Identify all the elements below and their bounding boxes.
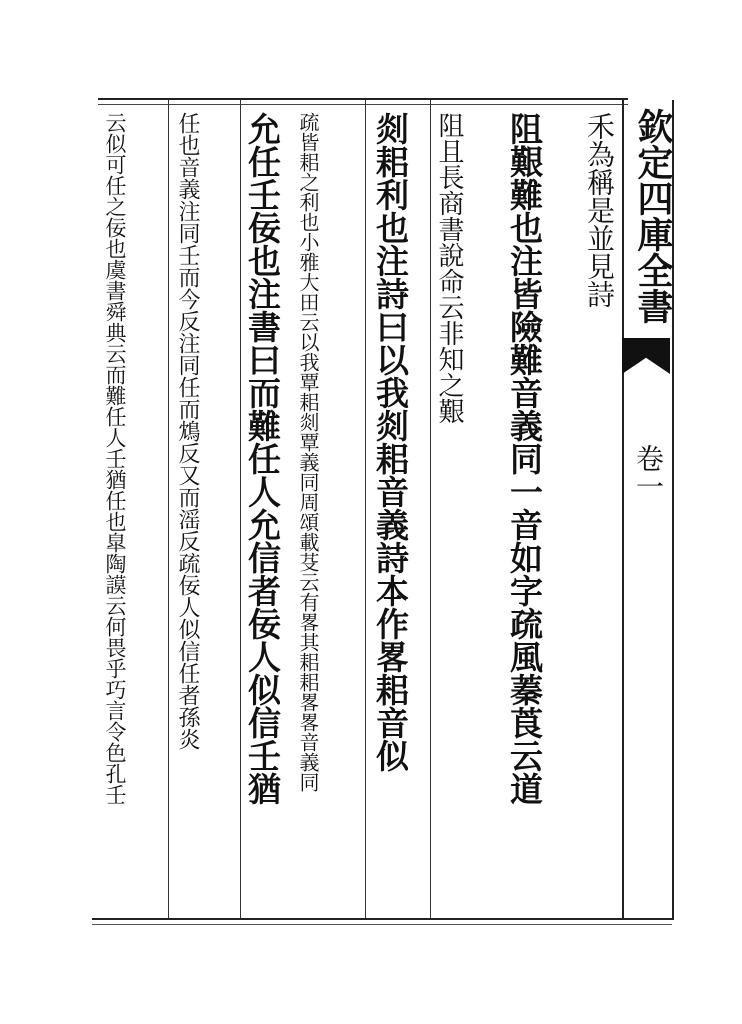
top-border-inner xyxy=(98,104,628,105)
book-title: 欽定四庫全書 xyxy=(632,108,674,324)
text-column-8: 云似可任之佞也虞書舜典云而難任人壬猶任也皐陶謨云何畏乎巧言令色孔壬 xyxy=(103,112,127,805)
text-column-5: 疏皆耜之利也小雅大田云以我覃耜剡覃義同周頌載芟云有畧其耜耜畧畧音義同 xyxy=(296,112,320,792)
column-divider xyxy=(240,100,241,918)
text-column-7: 任也音義注同壬而今反注同任而鴆反又而滛反疏佞人似信任者孫炎 xyxy=(175,112,200,750)
top-border xyxy=(98,98,628,100)
text-column-6: 允任壬佞也注書曰而難任人允信者佞人似信壬猶 xyxy=(243,112,282,805)
text-column-2: 阻艱難也注皆險難音義同一音如字疏風蓁莨云道 xyxy=(505,112,544,805)
column-divider xyxy=(168,100,169,918)
column-divider xyxy=(365,100,366,918)
text-column-1: 禾為稱是並見詩 xyxy=(583,112,616,308)
bottom-border-inner xyxy=(92,924,672,925)
volume-label: 卷一 xyxy=(632,444,665,500)
text-column-4: 剡耜利也注詩曰以我剡耜音義詩本作畧耜音似 xyxy=(371,112,410,772)
bottom-border xyxy=(92,918,672,920)
text-column-3: 阻且長商書說命云非知之艱 xyxy=(434,112,464,424)
column-divider xyxy=(430,100,431,918)
